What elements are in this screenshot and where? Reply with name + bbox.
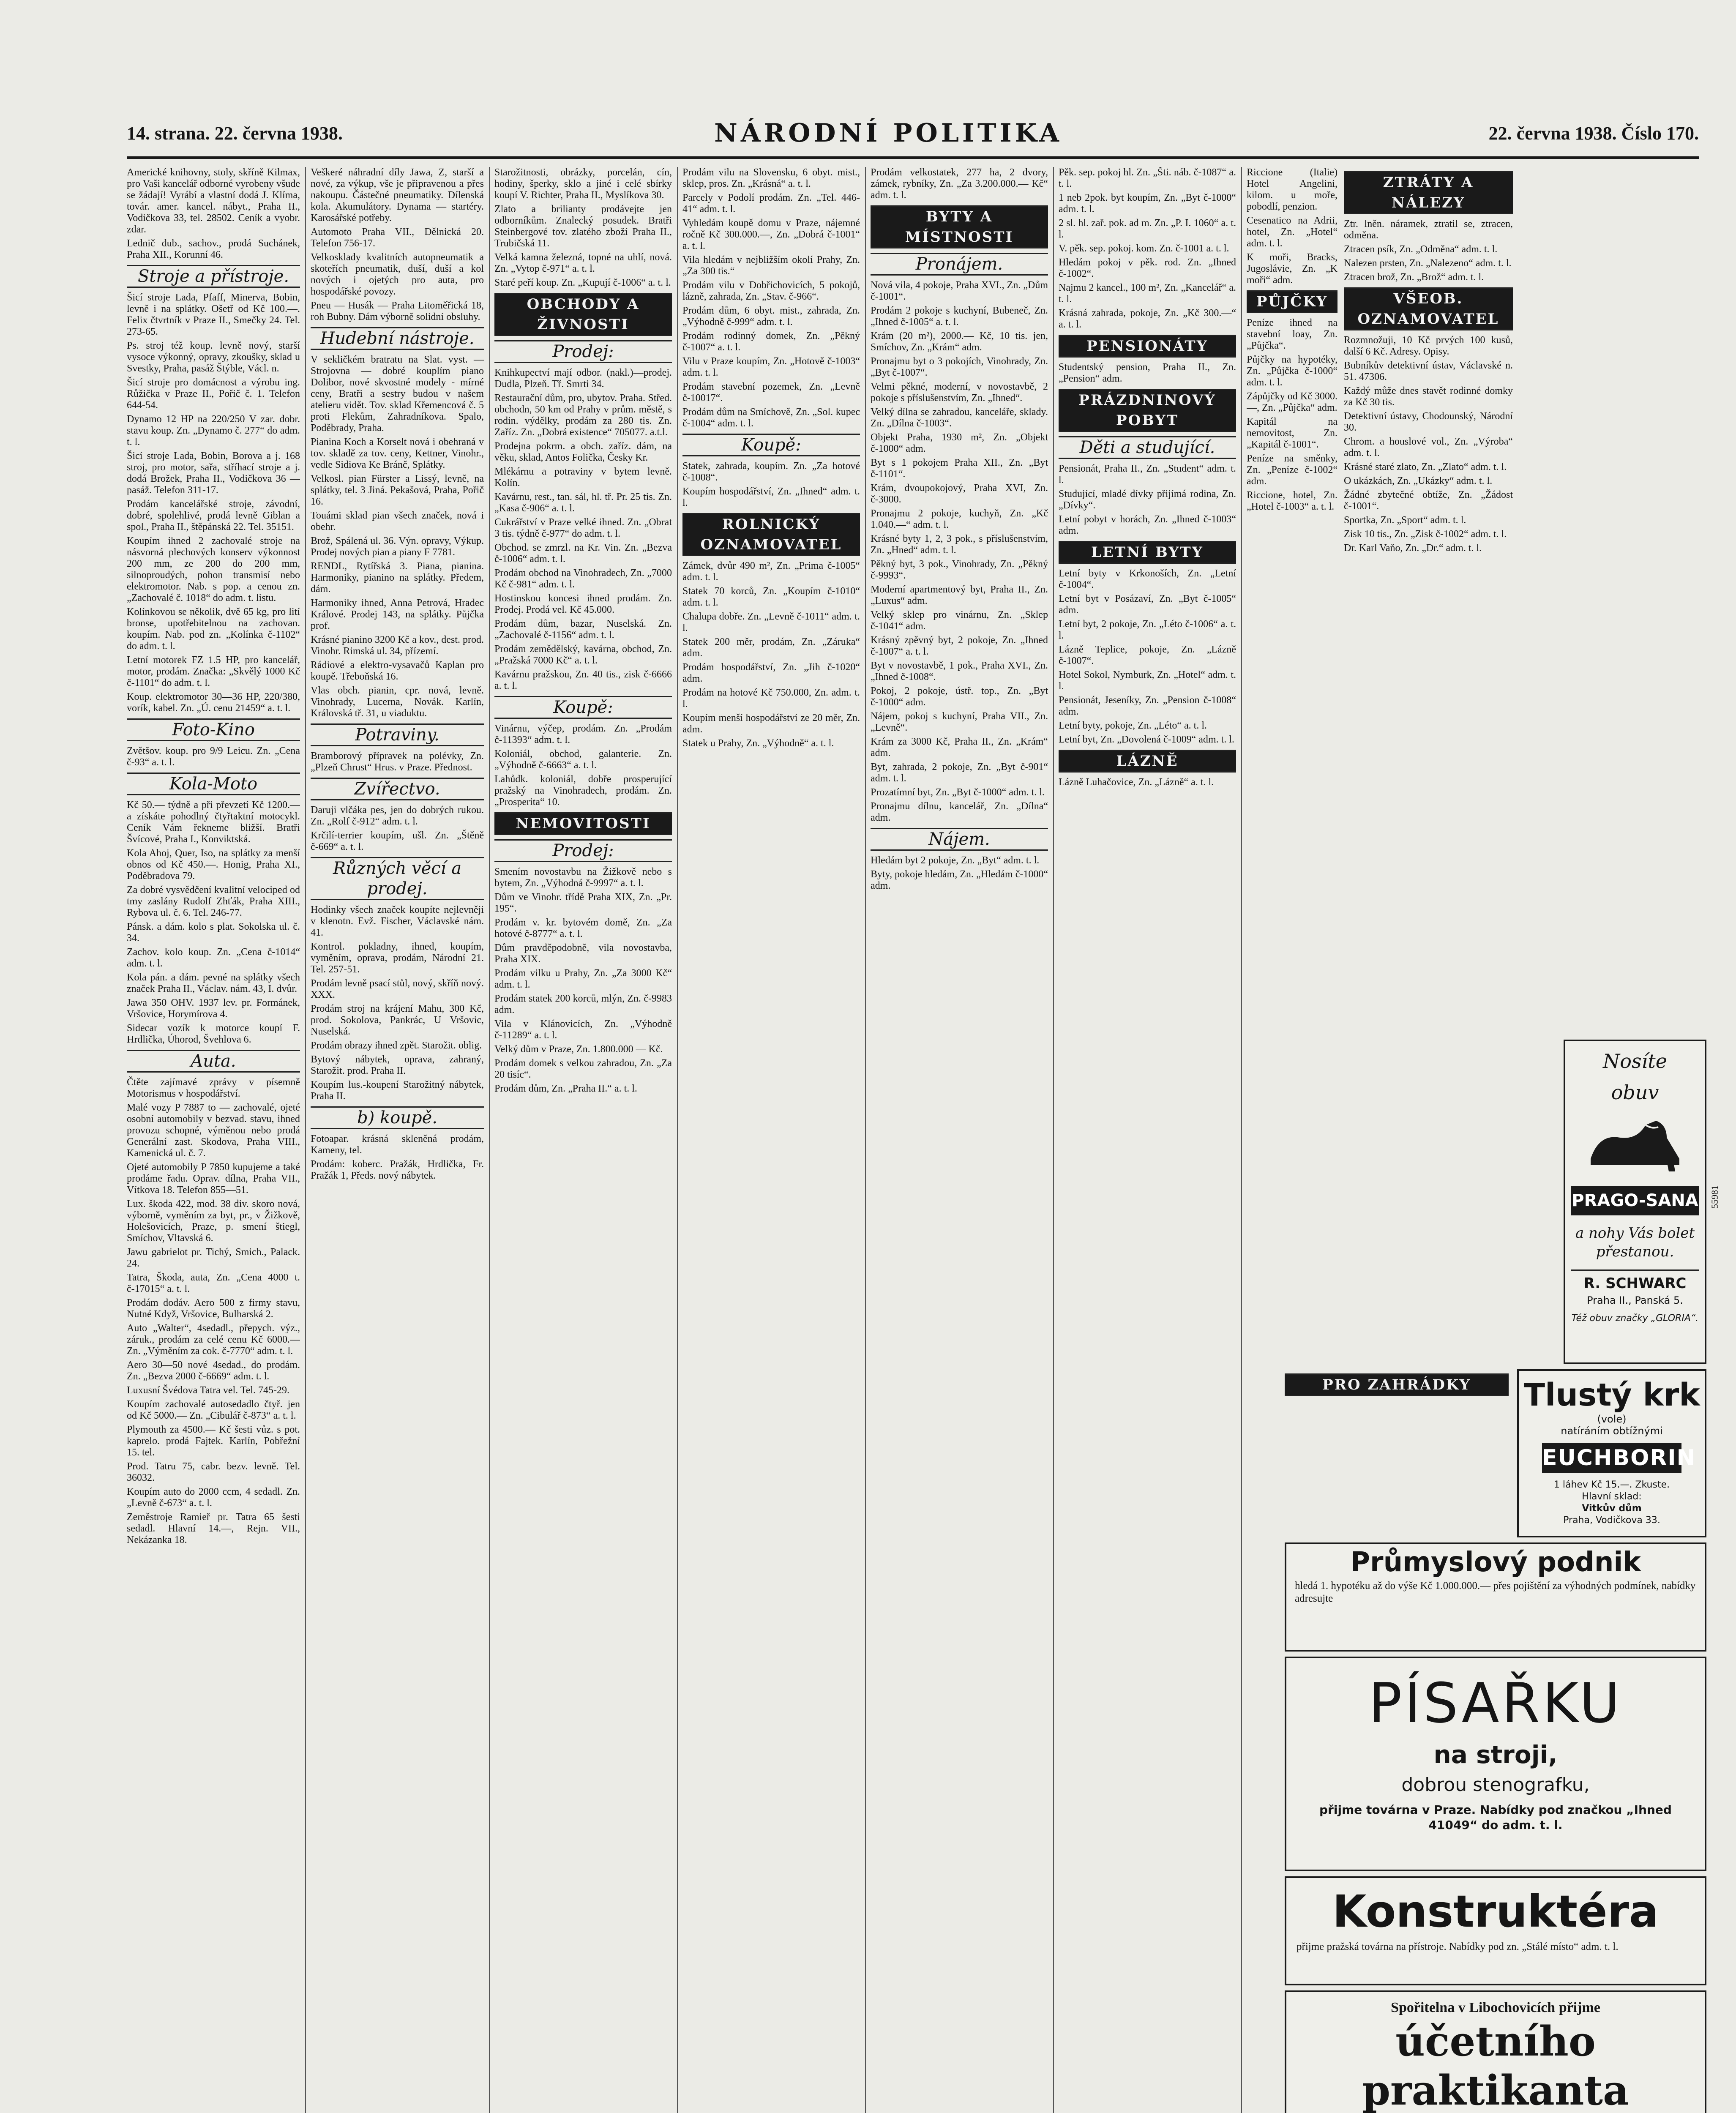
classified-ad: Pokoj, 2 pokoje, ústř. top., Zn. „Byt č-1000“ adm.	[871, 685, 1048, 708]
classified-ad: Velký dům v Praze, Zn. 1.800.000 — Kč.	[494, 1044, 663, 1055]
classified-ad: Prodám dům, 6 obyt. mist., zahrada, Zn. „Výhodně č-999“ adm. t. l.	[682, 305, 860, 328]
classified-ad: Lux. škoda 422, mod. 38 div. skoro nová, výborně, vyměním za byt, pr., v Žižkově, Holešovicích, Praze, p. smení štiegl, Smíchov, Vltavská 6.	[127, 1198, 300, 1244]
classified-ad: Krásné staré zlato, Zn. „Zlato“ adm. t. l.	[1344, 461, 1507, 472]
prum-text: hledá 1. hypotéku až do výše Kč 1.000.000.— přes pojištění za výhodných podmínek, nabídky adresujte	[1295, 1580, 1696, 1604]
classified-ad: Prodám obrazy ihned zpět. Starožit. oblig.	[311, 1040, 482, 1051]
classified-ad: Žádné zbytečné obtíže, Zn. „Žádost č-1001“.	[1344, 489, 1513, 512]
kon-title: Konstruktéra	[1332, 1886, 1659, 1937]
classified-ad: Koupím ihned 2 zachovalé stroje na násvorná plechových konserv výkonnost 200 mm, ze 200 do 200 mm, silnoproudých, pohon transmisí nebo elektromotor. Nab. s pop. a cenou zn. „Zachovalé č. 1018“ do adm. t. listu.	[127, 535, 300, 603]
section-heading-obchody: OBCHODY A ŽIVNOSTI	[494, 293, 672, 336]
classified-ad: Prozatímní byt, Zn. „Byt č-1000“ adm. t. l.	[871, 787, 1045, 798]
classified-ad: Byt s 1 pokojem Praha XII., Zn. „Byt č-1101“.	[871, 457, 1048, 480]
classified-ad: Kolínkovou se několik, dvě 65 kg, pro lití bronse, upotřebitelnou na zachovan. koupím. Nab. pod zn. „Kolínka č-1102“ do adm. t. l.	[127, 606, 300, 652]
shoe-address: Praha II., Panská 5.	[1587, 1294, 1683, 1306]
classified-ad: Krám za 3000 Kč, Praha II., Zn. „Krám“ adm.	[871, 736, 1048, 759]
krk-store-address: Praha, Vodičkova 33.	[1563, 1515, 1660, 1526]
classified-ad: Každý může dnes stavět rodinné domky za Kč 30 tis.	[1344, 385, 1513, 408]
krk-price: 1 láhev Kč 15.—. Zkuste.	[1553, 1480, 1670, 1490]
classified-ad: Koupím menší hospodářství ze 20 měr, Zn. adm.	[682, 713, 860, 735]
classified-ad: Zachov. kolo koup. Zn. „Cena č-1014“ adm. t. l.	[127, 947, 300, 969]
column-7	[1247, 167, 1337, 1518]
classified-ad: Dům ve Vinohr. třídě Praha XIX, Zn. „Pr. 195“.	[494, 892, 672, 914]
section-heading-pronajem: Pronájem.	[871, 253, 1048, 276]
classified-ad: Prodám rodinný domek, Zn. „Pěkný č-1007“ a. t. l.	[682, 330, 860, 353]
classified-ad: Prodám obchod na Vinohradech, Zn. „7000 Kč č-981“ adm. t. l.	[494, 568, 672, 590]
classified-ad: Prodám vilu v Dobřichovicích, 5 pokojů, lázně, zahrada, Zn. „Stav. č-966“.	[682, 280, 860, 302]
section-heading-pensionaty: PENSIONÁTY	[1059, 335, 1236, 358]
classified-ad: Prodám dům, Zn. „Praha II.“ a. t. l.	[494, 1083, 637, 1094]
classified-ad: Prodám vilu na Slovensku, 6 obyt. mist., sklep, pros. Zn. „Krásná“ a. t. l.	[682, 167, 860, 189]
page-header	[127, 118, 1699, 156]
column-divider	[1241, 167, 1242, 2113]
classified-ad: K moři, Bracks, Jugoslávie, Zn. „K moři“ adm.	[1247, 252, 1337, 286]
classified-ad: Statek 70 korců, Zn. „Koupím č-1010“ adm. t. l.	[682, 586, 860, 608]
classified-ad: Velká kamna železná, topné na uhlí, nová. Zn. „Vytop č-971“ a. t. l.	[494, 252, 672, 274]
column-2	[311, 167, 484, 2113]
classified-ad: Prodám v. kr. bytovém domě, Zn. „Za hotové č-8777“ a. t. l.	[494, 917, 672, 939]
pisarku-mid2: dobrou stenografku,	[1401, 1774, 1590, 1796]
classified-ad: Obchod. se zmrzl. na Kr. Vin. Zn. „Bezva č-1006“ adm. t. l.	[494, 542, 672, 565]
prum-title: Průmyslový podnik	[1350, 1547, 1641, 1578]
classified-ad: Mlékárnu a potraviny v bytem levně. Kolín.	[494, 466, 672, 489]
section-heading-byty: BYTY A MÍSTNOSTI	[871, 205, 1048, 248]
classified-ad: Kč 50.— týdně a při převzetí Kč 1200.— a získáte pohodlný čtyřtaktní motocykl. Ceník Vám řekneme bližší. Bratři Švícové, Praha I., Konviktská.	[127, 800, 300, 845]
krk-store-label: Hlavní sklad:	[1582, 1491, 1642, 1502]
industrial-company-ad	[1285, 1542, 1706, 1652]
krk-title: Tlustý krk	[1523, 1377, 1700, 1413]
classified-ad: Půjčky na hypotéky, Zn. „Půjčka č-1000“ adm. t. l.	[1247, 354, 1337, 388]
classified-ad: Tatra, Škoda, auta, Zn. „Cena 4000 t. č-17015“ a. t. l.	[127, 1272, 300, 1294]
section-heading-lazne: LÁZNĚ	[1059, 750, 1236, 773]
classified-ad: Daruji vlčáka pes, jen do dobrých rukou. Zn. „Rolf č-912“ adm. t. l.	[311, 805, 484, 827]
header-rule	[127, 156, 1699, 159]
classified-ad: Riccione (Italie) Hotel Angelini, kilom. u moře, pobodlí, penzion.	[1247, 167, 1337, 212]
classified-ad: Letní motorek FZ 1.5 HP, pro kancelář, motor, prodám. Značka: „Skvělý 1000 Kč č-1101“ do adm. t. l.	[127, 655, 300, 688]
classified-ad: Vilu v Praze koupím, Zn. „Hotově č-1003“ adm. t. l.	[682, 356, 860, 378]
goiter-remedy-advertisement	[1517, 1369, 1706, 1537]
classified-ad: Koupím lus.-koupení Starožitný nábytek, Praha II.	[311, 1079, 484, 1102]
column-1	[127, 167, 300, 2113]
classified-ad: Prodám vilku u Prahy, Zn. „Za 3000 Kč“ adm. t. l.	[494, 968, 672, 990]
section-heading-pujcky: PŮJČKY	[1247, 290, 1337, 313]
classified-ad: Cesenatico na Adrii, hotel, Zn. „Hotel“ adm. t. l.	[1247, 215, 1337, 249]
shoe-advertisement	[1564, 1040, 1706, 1364]
classified-ad: Prodám dodáv. Aero 500 z firmy stavu, Nutné Když, Vršovice, Bulharská 2.	[127, 1297, 300, 1320]
header-issue-number: 22. června 1938. Číslo 170.	[1488, 123, 1699, 144]
classified-ad: Hledám pokoj v pěk. rod. Zn. „Ihned č-1002“.	[1059, 257, 1236, 279]
column-4	[682, 167, 860, 2113]
classified-ad: Koupím hospodářství, Zn. „Ihned“ adm. t. l.	[682, 486, 860, 508]
classified-ad: Prodám na hotové Kč 750.000, Zn. adm. t. l.	[682, 687, 860, 710]
section-heading-vseob: VŠEOB. OZNAMOVATEL	[1344, 287, 1513, 330]
section-heading-letni: LETNÍ BYTY	[1059, 541, 1236, 564]
classified-ad: Lednič dub., sachov., prodá Suchánek, Praha XII., Korunní 46.	[127, 238, 300, 260]
shoe-illustration	[1582, 1108, 1688, 1176]
krk-store-name: Vitkův dům	[1582, 1503, 1642, 1514]
classified-ad: Kavárnu pražskou, Zn. 40 tis., zisk č-6666 a. t. l.	[494, 669, 672, 691]
classified-ad: Touámi sklad pian všech značek, nová i obehr.	[311, 510, 484, 532]
classified-ad: O ukázkách, Zn. „Ukázky“ adm. t. l.	[1344, 475, 1493, 486]
classified-ad: Hledám byt 2 pokoje, Zn. „Byt“ adm. t. l.	[871, 855, 1040, 866]
classified-ad: Veškeré náhradní díly Jawa, Z, starší a nové, za výkup, vše je připravenou a přes nakoupu. Částečné pneumatiky. Dílenská kola. Akumulátory. Dynama — startéry. Karosářské potřeby.	[311, 167, 484, 224]
classified-ad: Jawu gabrielot pr. Tichý, Smich., Palack. 24.	[127, 1247, 300, 1269]
classified-ad: Plymouth za 4500.— Kč šesti vůz. s pot. kaprelo. prodá Fajtek. Karlín, Pobřežní 15. tel.	[127, 1424, 300, 1458]
classified-ad: Pneu — Husák — Praha Litoměřická 18, roh Bubny. Dám výborně solidní obsluhy.	[311, 300, 484, 322]
classified-ad: Letní byt, Zn. „Dovolená č-1009“ adm. t. l.	[1059, 734, 1234, 745]
section-heading-koupe3: Koupě:	[682, 434, 860, 456]
classified-ad: Zeměstroje Ramieř pr. Tatra 65 šesti sedadl. Hlavní 14.—, Rejn. VII., Nekázanka 18.	[127, 1512, 300, 1545]
classified-ad: 2 sl. hl. zař. pok. ad m. Zn. „P. I. 1060“ a. t. l.	[1059, 218, 1236, 240]
kon-text: přijme pražská továrna na přístroje. Nabídky pod zn. „Stálé místo“ adm. t. l.	[1297, 1941, 1619, 1952]
classified-ad: Prodám hospodářství, Zn. „Jih č-1020“ adm.	[682, 662, 860, 684]
classified-ad: Kavárnu, rest., tan. sál, hl. tř. Pr. 25 tis. Zn. „Kasa č-906“ a. t. l.	[494, 491, 672, 514]
classified-ad: Staré peří koup. Zn. „Kupují č-1006“ a. t. l.	[494, 277, 671, 288]
section-heading-hudebni: Hudební nástroje.	[311, 327, 484, 350]
classified-ad: Kola pán. a dám. pevné na splátky všech značek Praha II., Václav. nám. 43, I. dvůr.	[127, 972, 300, 994]
classified-ad: Automoto Praha VII., Dělnická 20. Telefon 756-17.	[311, 227, 484, 249]
section-heading-koupe: b) koupě.	[311, 1106, 484, 1129]
column-9	[1285, 1369, 1509, 1535]
classified-ad: Vila hledám v nejbližším okolí Prahy, Zn. „Za 300 tis.“	[682, 254, 860, 277]
column-5	[871, 167, 1048, 2113]
column-divider	[305, 167, 306, 2113]
designer-job-ad	[1285, 1876, 1706, 1985]
classified-ad: Luxusní Švédova Tatra vel. Tel. 745-29.	[127, 1385, 290, 1396]
classified-ad: Lázně Luhačovice, Zn. „Lázně“ a. t. l.	[1059, 777, 1214, 788]
section-heading-foto: Foto-Kino	[127, 718, 300, 741]
classified-ad: Peníze ihned na stavební loay, Zn. „Půjčka“.	[1247, 317, 1337, 351]
classified-ad: Statek 200 měr, prodám, Zn. „Záruka“ adm.	[682, 636, 860, 659]
classified-ad: Malé vozy P 7887 to — zachovalé, ojeté osobní automobily v bezvad. stavu, ihned provozu schopné, výměnou nebo prodá Generální zast. Skodova, Praha VIII., Kamenická ul. č. 7.	[127, 1102, 300, 1159]
classified-ad: V sekličkém bratratu na Slat. vyst. — Strojovna — dobré kouplím piano Dolibor, nové skvostné modely - mírné ceny, Bratři a sestry budou v našem atelieru vidět. Tov. sklad Křemencová č. 5 proti Flekům, Zahradníkova. Spalo, Poděbrady, Praha.	[311, 354, 484, 434]
section-heading-rolnicky: ROLNICKÝ OZNAMOVATEL	[682, 513, 860, 556]
classified-ad: Zápůjčky od Kč 3000.—, Zn. „Půjčka“ adm.	[1247, 391, 1337, 413]
classified-ad: Brož, Spálená ul. 36. Výn. opravy, Výkup. Prodej nových pian a piany F 7781.	[311, 535, 484, 558]
classified-ad: Studující, mladé dívky přijímá rodina, Zn. „Dívky“.	[1059, 489, 1236, 511]
uc-top: Spořitelna v Libochovicích přijme	[1391, 2000, 1600, 2015]
column-divider	[1053, 167, 1054, 2113]
section-heading-nemovitosti: NEMOVITOSTI	[494, 812, 672, 835]
classified-ad: Pronajmu byt o 3 pokojích, Vinohrady, Zn. „Byt č-1007“.	[871, 356, 1048, 378]
classified-ad: Prod. Tatru 75, cabr. bezv. levně. Tel. 36032.	[127, 1461, 300, 1483]
column-8	[1344, 167, 1513, 1514]
classified-ad: Zisk 10 tis., Zn. „Zisk č-1002“ adm. t. l.	[1344, 529, 1507, 540]
shoe-brand: PRAGO-SANA	[1571, 1186, 1699, 1215]
classified-ad: Kola Ahoj, Quer, Iso, na splátky za menší obnos od Kč 450.—. Honig, Praha XI., Poděbradova 79.	[127, 848, 300, 882]
classified-ad: Velmi pěkné, moderní, v novostavbě, 2 pokoje s příslušenstvím, Zn. „Ihned“.	[871, 381, 1048, 404]
classified-ad: Starožitnosti, obrázky, porcelán, cín, hodiny, šperky, sklo a jiné i celé sbírky koupí V. Richter, Praha II., Myslíkova 30.	[494, 167, 672, 201]
classified-ad: Za dobré vysvědčení kvalitní velociped od tmy zaslány Rudolf Zhťák, Praha XIII., Rybova ul. č. 6. Tel. 246-77.	[127, 885, 300, 918]
uc-title1: účetního	[1395, 2017, 1596, 2065]
classified-ad: Pěk. sep. pokoj hl. Zn. „Šti. náb. č-1087“ a. t. l.	[1059, 167, 1236, 189]
krk-sub: natíráním obtížnými	[1561, 1425, 1663, 1437]
classified-ad: Najmu 2 kancel., 100 m², Zn. „Kancelář“ a. t. l.	[1059, 282, 1236, 305]
classified-ad: Zvětšov. koup. pro 9/9 Leicu. Zn. „Cena č-93“ a. t. l.	[127, 745, 300, 768]
section-heading-ruzne: Různých věcí a prodej.	[311, 857, 484, 900]
side-number: 55981	[1709, 1185, 1720, 1209]
typist-job-ad	[1285, 1657, 1706, 1871]
masthead-title: NÁRODNÍ POLITIKA	[714, 118, 1062, 148]
classified-ad: Ps. stroj též koup. levně nový, starší vysoce výkonný, opravy, zkoušky, sklad u Svestky, Praha, pasáž Štýble, Václ. n.	[127, 340, 300, 374]
classified-ad: Nová vila, 4 pokoje, Praha XVI., Zn. „Dům č-1001“.	[871, 280, 1048, 302]
classified-ad: Prodám kancelářské stroje, závodní, dobré, spolehlivé, prodá levně Giblan a spol., Praha II., štěpánská 22. Tel. 35151.	[127, 499, 300, 532]
classified-ad: Americké knihovny, stoly, skříně Kilmax, pro Vaši kancelář odborné vyrobeny všude se žádají! Vyrábí a vlastní dodá J. Klíma, továr. amer. kancel. nábyt., Praha II., Vodičkova 33, tel. 28502. Ceník a vyobr. zdar.	[127, 167, 300, 235]
classified-ad: Letní byty, pokoje, Zn. „Léto“ a. t. l.	[1059, 720, 1207, 731]
column-divider	[677, 167, 678, 2113]
classified-ad: Šicí stroje Lada, Pfaff, Minerva, Bobin, levně i na splátky. Ošetř od Kč 100.—. Felix čtvrtník v Praze II., Smečky 24. Tel. 273-65.	[127, 292, 300, 337]
shoe-maker: R. SCHWARC	[1571, 1269, 1699, 1292]
classified-ad: Koupím zachovalé autosedadlo čtyř. jen od Kč 5000.— Zn. „Cibulář č-873“ a. t. l.	[127, 1399, 300, 1421]
section-heading-stroje: Stroje a přístroje.	[127, 265, 300, 288]
classified-ad: Cukrářství v Praze velké ihned. Zn. „Obrat 3 tis. týdně č-977“ do adm. t. l.	[494, 517, 672, 539]
classified-ad: Pensionát, Jeseníky, Zn. „Pension č-1008“ adm.	[1059, 695, 1236, 717]
classified-ad: Aero 30—50 nové 4sedad., do prodám. Zn. „Bezva 2000 č-6669“ adm. t. l.	[127, 1360, 300, 1382]
header-page-date: 14. strana. 22. června 1938.	[127, 123, 343, 144]
classified-ad: Velkosl. pian Fürster a Lissý, levně, na splátky, tel. 3 Jiná. Pekašová, Praha, Pořič 16.	[311, 473, 484, 507]
krk-logo: EUCHBORIN	[1542, 1443, 1681, 1473]
classified-ad: Krásné pianino 3200 Kč a kov., dest. prod. Vinohr. Rimská ul. 34, přízemí.	[311, 634, 484, 657]
classified-ad: Prodám dům na Smíchově, Zn. „Sol. kupec č-1004“ adm. t. l.	[682, 407, 860, 429]
classified-ad: Pronajmu dílnu, kancelář, Zn. „Dílna“ adm.	[871, 801, 1048, 823]
classified-ad: V. pěk. sep. pokoj. kom. Zn. č-1001 a. t. l.	[1059, 243, 1229, 254]
classified-ad: Letní pobyt v horách, Zn. „Ihned č-1003“ adm.	[1059, 514, 1236, 536]
classified-ad: Prodám velkostatek, 277 ha, 2 dvory, zámek, rybníky, Zn. „Za 3.200.000.— Kč“ adm. t. l.	[871, 167, 1048, 201]
classified-ad: Letní byt v Posázaví, Zn. „Byt č-1005“ adm.	[1059, 593, 1236, 616]
classified-ad: Koup. elektromotor 30—36 HP, 220/380, vorík, kabel. Zn. „Ú. cenu 21459“ a. t. l.	[127, 691, 300, 714]
classified-ad: Detektivní ústavy, Chodounský, Národní 30.	[1344, 411, 1513, 433]
classified-ad: Byt v novostavbě, 1 pok., Praha XVI., Zn. „Ihned č-1008“.	[871, 660, 1048, 682]
classified-ad: Hodinky všech značek koupíte nejlevněji v klenotn. Evž. Fischer, Václavské nám. 41.	[311, 904, 484, 938]
classified-ad: Ztr. lněn. náramek, ztratil se, ztracen, odměna.	[1344, 218, 1513, 241]
classified-ad: Šicí stroje Lada, Bobin, Borova a j. 168 stroj, pro motor, sařa, stříhací stroje a j. dodá Brožek, Praha II., Vodičkova 36 — pasáž. Telefon 311-17.	[127, 450, 300, 496]
classified-ad: Dr. Karl Vaňo, Zn. „Dr.“ adm. t. l.	[1344, 543, 1482, 554]
section-heading-zahradky: PRO ZAHRÁDKY	[1285, 1373, 1509, 1396]
classified-ad: Šicí stroje pro domácnost a výrobu ing. Růžička v Praze II., Pořič č. 1. Telefon 644-54.	[127, 377, 300, 411]
classified-ad: Prodám: koberc. Pražák, Hrdlička, Fr. Pražák 1, Předs. nový nábytek.	[311, 1159, 484, 1181]
pisarku-text: přijme továrna v Praze. Nabídky pod značkou „Ihned 41049“ do adm. t. l.	[1319, 1803, 1672, 1832]
classified-ad: Parcely v Podolí prodám. Zn. „Tel. 446-41“ adm. t. l.	[682, 192, 860, 215]
classified-ad: Studentský pension, Praha II., Zn. „Pension“ adm.	[1059, 362, 1236, 384]
classified-ad: Nájem, pokoj s kuchyní, Praha VII., Zn. „Levně“.	[871, 711, 1048, 733]
classified-ad: Velký sklep pro vinárnu, Zn. „Sklep č-1041“ adm.	[871, 609, 1048, 632]
classified-ad: Ztracen psík, Zn. „Odměna“ adm. t. l.	[1344, 244, 1498, 255]
classified-ad: Velkosklady kvalitních autopneumatik a skoteřích pneumatik, duší, duší a kol nových i ojetých pro auta, pro hospodářské povozy.	[311, 252, 484, 297]
classified-ad: Lahůdk. koloniál, dobře prosperující pražský na Vinohradech, prodám. Zn. „Prosperita“ 10.	[494, 774, 672, 808]
classified-ad: Pronajmu 2 pokoje, kuchyň, Zn. „Kč 1.040.—“ adm. t. l.	[871, 508, 1048, 530]
classified-ad: Krásný zpěvný byt, 2 pokoje, Zn. „Ihned č-1007“ a. t. l.	[871, 635, 1048, 657]
classified-ad: Prodám stavební pozemek, Zn. „Levně č-10017“.	[682, 381, 860, 404]
section-heading-potraviny: Potraviny.	[311, 723, 484, 746]
classified-ad: Ztracen brož, Zn. „Brož“ adm. t. l.	[1344, 272, 1484, 283]
classified-ad: RENDL, Rytířská 3. Piana, pianina. Harmoniky, pianino na splátky. Předem, dám.	[311, 561, 484, 595]
shoe-ad-line2: obuv	[1611, 1081, 1659, 1104]
shoe-tagline: Též obuv značky „GLORIA“.	[1571, 1313, 1699, 1324]
classified-ad: Statek u Prahy, Zn. „Výhodně“ a. t. l.	[682, 738, 834, 749]
classified-ad: Jawa 350 OHV. 1937 lev. pr. Formánek, Vršovice, Horymírova 4.	[127, 997, 300, 1020]
section-heading-zvirectvo: Zvířectvo.	[311, 778, 484, 800]
classified-ad: Vlas obch. pianin, cpr. nová, levně. Vinohrady, Lucerna, Novák. Karlín, Královská tř. 31, u viaduktu.	[311, 685, 484, 719]
classified-ad: Pěkný byt, 3 pok., Vinohrady, Zn. „Pěkný č-9993“.	[871, 559, 1048, 581]
classified-ad: Smením novostavbu na Žižkově nebo s bytem, Zn. „Výhodná č-9997“ a. t. l.	[494, 866, 672, 889]
classified-ad: Nalezen prsten, Zn. „Nalezeno“ adm. t. l.	[1344, 258, 1512, 269]
classified-ad: Rozmnožuji, 10 Kč prvých 100 kusů, další 6 Kč. Adresy. Opisy.	[1344, 335, 1513, 357]
pisarku-mid: na stroji,	[1433, 1740, 1558, 1769]
section-heading-deti: Děti a studující.	[1059, 436, 1236, 459]
classified-ad: Byt, zahrada, 2 pokoje, Zn. „Byt č-901“ adm. t. l.	[871, 762, 1048, 784]
classified-ad: Bramborový přípravek na polévky, Zn. „Plzeň Chrust“ Hrus. v Praze. Přednost.	[311, 751, 484, 773]
section-heading-koupe2: Koupě:	[494, 696, 672, 719]
classified-ad: Vila v Klánovicích, Zn. „Výhodně č-11289“ a. t. l.	[494, 1018, 672, 1041]
classified-ad: Auto „Walter“, 4sedadl., přepych. výz., záruk., prodám za celé cenu Kč 6000.— Zn. „Výměním za cok. č-7770“ adm. t. l.	[127, 1323, 300, 1357]
classified-ad: Prodám stroj na krájení Mahu, 300 Kč, prod. Sokolova, Pankrác, U Vršovic, Nuselská.	[311, 1003, 484, 1037]
section-heading-najem: Nájem.	[871, 828, 1048, 851]
classified-ad: Lázně Teplice, pokoje, Zn. „Lázně č-1007“.	[1059, 644, 1236, 666]
classified-ad: Koupím auto do 2000 ccm, 4 sedadl. Zn. „Levně č-673“ a. t. l.	[127, 1486, 300, 1509]
section-heading-kola: Kola-Moto	[127, 773, 300, 795]
section-heading-prodej2: Prodej:	[494, 839, 672, 862]
classified-ad: Letní byt, 2 pokoje, Zn. „Léto č-1006“ a. t. l.	[1059, 619, 1236, 641]
classified-ad: Ojeté automobily P 7850 kupujeme a také prodáme řadu. Oprav. dílna, Praha VII., Vítkova 18. Telefon 855—51.	[127, 1162, 300, 1196]
classified-ad: Pánsk. a dám. kolo s plat. Sokolska ul. č. 34.	[127, 921, 300, 944]
classified-ad: Dynamo 12 HP na 220/250 V zar. dobr. stavu koup. Zn. „Dynamo č. 277“ do adm. t. l.	[127, 414, 300, 448]
classified-ad: Koloniál, obchod, galanterie. Zn. „Výhodně č-6663“ a. t. l.	[494, 748, 672, 771]
classified-ad: Knihkupectví mají odbor. (nakl.)—prodej. Dudla, Plzeň. Tř. Smrti 34.	[494, 367, 672, 390]
classified-ad: Riccione, hotel, Zn. „Hotel č-1003“ a. t. l.	[1247, 490, 1337, 512]
classified-ad: Prodejna pokrm. a obch. zaříz. dám, na věku, sklad, Antos Folička, Česky Kr.	[494, 441, 672, 463]
krk-paren: (vole)	[1597, 1413, 1627, 1425]
classified-ad: Dům pravděpodobně, vila novostavba, Praha XIX.	[494, 942, 672, 965]
column-6	[1059, 167, 1236, 2113]
shoe-ad-line3: a nohy Vás bolet	[1575, 1225, 1695, 1242]
classified-ad: Vinárnu, výčep, prodám. Zn. „Prodám č-11393“ adm. t. l.	[494, 723, 672, 745]
classified-ad: Zlato a brilianty prodávejte jen odborníkům. Znalecký posudek. Bratři Steinbergové tov. zlatého zboží Praha II., Trubičská 11.	[494, 204, 672, 249]
uc-title2: praktikanta	[1362, 2067, 1630, 2113]
section-heading-prazdninove: PRÁZDNINOVÝ POBYT	[1059, 389, 1236, 432]
classified-ad: Peníze na směnky, Zn. „Peníze č-1002“ adm.	[1247, 453, 1337, 487]
classified-ad: Moderní apartmentový byt, Praha II., Zn. „Luxus“ adm.	[871, 584, 1048, 606]
classified-ad: Krásná zahrada, pokoje, Zn. „Kč 300.—“ a. t. l.	[1059, 308, 1236, 330]
classified-ad: Byty, pokoje hledám, Zn. „Hledám č-1000“ adm.	[871, 869, 1048, 891]
classified-ad: Krásné byty 1, 2, 3 pok., s příslušenstvím, Zn. „Hned“ adm. t. l.	[871, 533, 1048, 556]
classified-ad: Čtěte zajímavé zprávy v písemně Motorismus v hospodářství.	[127, 1077, 300, 1099]
classified-ad: Bytový nábytek, oprava, zahraný, Starožit. prod. Praha II.	[311, 1054, 484, 1076]
classified-ad: Krám, dvoupokojový, Praha XVI, Zn. č-3000.	[871, 483, 1048, 505]
classified-ad: Harmoniky ihned, Anna Petrová, Hradec Králové. Prodej 143, na splátky. Půjčka prof.	[311, 598, 484, 631]
accountant-job-ad	[1285, 1990, 1706, 2113]
section-heading-prodej: Prodej:	[494, 340, 672, 363]
column-3	[494, 167, 672, 2113]
classified-ad: Restaurační dům, pro, ubytov. Praha. Střed. obchodn, 50 km od Prahy v prům. městě, s rodin. výdělky, prodám za 280 tis. Zn. Zaříz. Zn. „Dobrá existence“ 705077. a.t.l.	[494, 393, 672, 438]
classified-ad: Chalupa dobře. Zn. „Levně č-1011“ adm. t. l.	[682, 611, 860, 633]
classified-ad: Letní byty v Krkonoších, Zn. „Letní č-1004“.	[1059, 568, 1236, 590]
classified-ad: 1 neb 2pok. byt koupím, Zn. „Byt č-1000“ adm. t. l.	[1059, 192, 1236, 215]
classified-ad: Kapitál na nemovitost, Zn. „Kapitál č-1001“.	[1247, 416, 1337, 450]
classified-ad: Fotoapar. krásná skleněná prodám, Kameny, tel.	[311, 1133, 484, 1156]
column-divider	[489, 167, 490, 2113]
classified-ad: Hotel Sokol, Nymburk, Zn. „Hotel“ adm. t. l.	[1059, 669, 1236, 692]
classified-ad: Prodám domek s velkou zahradou, Zn. „Za 20 tisíc“.	[494, 1058, 672, 1080]
shoe-ad-line4: přestanou.	[1596, 1243, 1674, 1260]
classified-ad: Sidecar vozík k motorce koupí F. Hrdlička, Úhorod, Švehlova 6.	[127, 1023, 300, 1045]
classified-ad: Pensionát, Praha II., Zn. „Student“ adm. t. l.	[1059, 463, 1236, 486]
classified-ad: Zámek, dvůr 490 m², Zn. „Prima č-1005“ adm. t. l.	[682, 560, 860, 583]
classified-ad: Objekt Praha, 1930 m², Zn. „Objekt č-1000“ adm.	[871, 432, 1048, 454]
pisarku-title: PÍSAŘKU	[1369, 1671, 1622, 1735]
classified-ad: Rádiové a elektro-vysavačů Kaplan pro koupě. Třeboňská 16.	[311, 660, 484, 682]
classified-ad: Prodám statek 200 korců, mlýn, Zn. č-9983 adm.	[494, 993, 672, 1016]
classified-ad: Velký dílna se zahradou, kanceláře, sklady. Zn. „Dílna č-1003“.	[871, 407, 1048, 429]
section-heading-ztraty: ZTRÁTY A NÁLEZY	[1344, 171, 1513, 214]
classified-ad: Pianina Koch a Korselt nová i obehraná v tov. skladě za tov. ceny, Kettner, Vinohr., vedle Sidiova Ke Bránč, Splátky.	[311, 437, 484, 470]
classified-ad: Prodám 2 pokoje s kuchyní, Bubeneč, Zn. „Ihned č-1005“ a. t. l.	[871, 305, 1048, 328]
classified-ad: Bubníkův detektivní ústav, Václavské n. 51. 47306.	[1344, 360, 1513, 382]
classified-ad: Sportka, Zn. „Sport“ adm. t. l.	[1344, 515, 1466, 526]
classified-ad: Prodám dům, bazar, Nuselská. Zn. „Zachovalé č-1156“ adm. t. l.	[494, 618, 672, 641]
classified-ad: Vyhledám koupě domu v Praze, nájemné ročně Kč 300.000.—, Zn. „Dobrá č-1001“ a. t. l.	[682, 218, 860, 251]
classified-ad: Prodám zemědělský, kavárna, obchod, Zn. „Pražská 7000 Kč“ a. t. l.	[494, 644, 672, 666]
classified-ad: Statek, zahrada, koupím. Zn. „Za hotové č-1008“.	[682, 461, 860, 483]
classified-ad: Krčilí-terrier koupím, ušl. Zn. „Štěně č-669“ a. t. l.	[311, 830, 484, 852]
section-heading-auta: Auta.	[127, 1050, 300, 1073]
classified-ad: Kontrol. pokladny, ihned, koupím, vyměním, oprava, prodám, Národní 21. Tel. 257-51.	[311, 941, 484, 975]
classified-ad: Chrom. a houslové vol., Zn. „Výroba“ adm. t. l.	[1344, 436, 1513, 459]
classified-ad: Prodám levně psací stůl, nový, skříň nový. XXX.	[311, 978, 484, 1000]
column-divider	[865, 167, 866, 2113]
shoe-ad-line1: Nosíte	[1603, 1050, 1667, 1073]
classified-ad: Krám (20 m²), 2000.— Kč, 10 tis. jen, Smíchov, Zn. „Krám“ adm.	[871, 330, 1048, 353]
classified-ad: Hostinskou koncesi ihned prodám. Zn. Prodej. Prodá vel. Kč 45.000.	[494, 593, 672, 615]
